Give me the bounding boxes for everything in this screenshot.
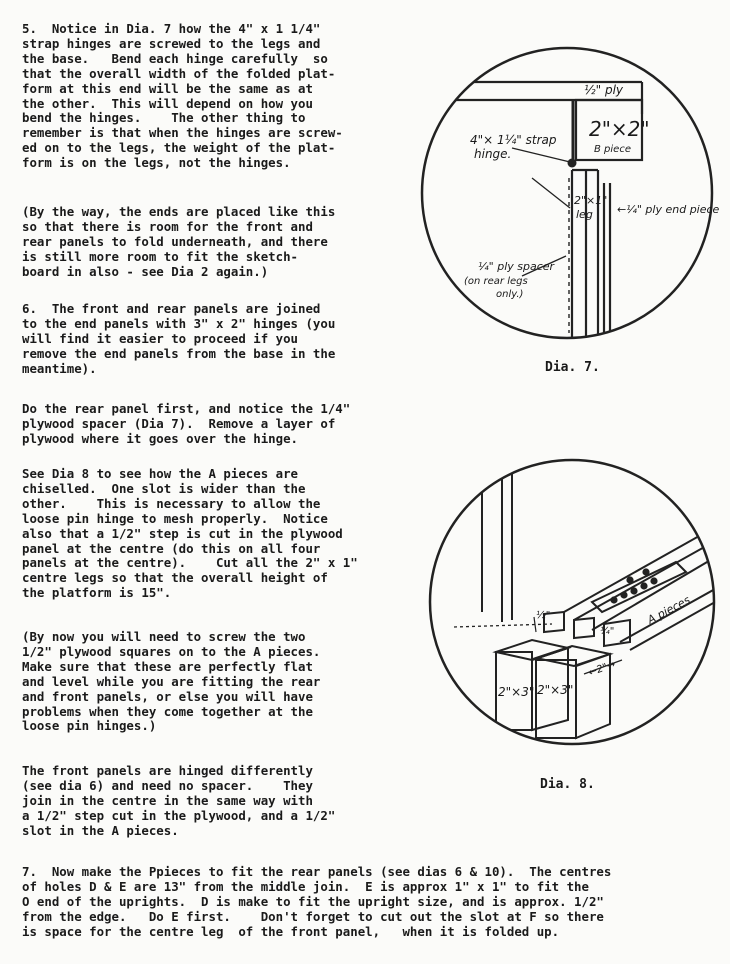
label-two-inch: ←2"→: [587, 658, 618, 679]
label-strap-hinge-line1: 4"× 1¼" strap: [470, 133, 557, 147]
paragraph-step-6: 6. The front and rear panels are joined to the end panels with 3" x 2" hinges (you will find it easier to proceed if you remove the end panels from the base in the meantime).: [22, 301, 336, 376]
label-ply-top: ½" ply: [584, 83, 624, 97]
label-spacer-line2: (on rear legs: [464, 276, 528, 287]
caption-dia-8: Dia. 8.: [540, 777, 595, 792]
paragraph-step-7: 7. Now make the Ppieces to fit the rear panels (see dias 6 & 10). The centres of holes D & E are 13" from the middle join. E is approx 1" x 1" to fit the O end of the uprights. D is make to fit the upright size, and is approx. 1/2" from the edge. Do E first. Don't forget to cut out the slot at F so there is space for the centre leg of the front panel, when it is folded up.: [22, 864, 612, 939]
label-block-left: 2"×3": [498, 685, 535, 699]
paragraph-step-5: 5. Notice in Dia. 7 how the 4" x 1 1/4" strap hinges are screwed to the legs and the base. Bend each hinge carefully so that the overall width of the folded plat- form at this end will be the same as at the other. This will depend on how you bend the hinges. The other thing to remember is that when the hinges are screw- ed on to the legs, the weight of the plat- form is on the legs, not the hinges.: [22, 21, 343, 171]
label-two-by-two: 2"×2": [589, 117, 650, 141]
label-quarter-inch: ¼": [600, 626, 615, 637]
paragraph-front-panels: The front panels are hinged differently (see dia 6) and need no spacer. They join in the centre in the same way with a 1/2" step cut in the plywood, and a 1/2" slot in the A pieces.: [22, 763, 336, 838]
paragraph-dia-8-note: See Dia 8 to see how the A pieces are chiselled. One slot is wider than the other. This is necessary to allow the loose pin hinge to mesh properly. Notice also that a 1/2" step is cut in the plywood panel at the centre (do this on all four panels at the centre). Cut all the 2" x 1" centre legs so that the overall height of the platform is 15".: [22, 466, 358, 601]
label-b-piece: B piece: [594, 144, 631, 155]
label-block-right: 2"×3": [537, 683, 574, 697]
label-strap-hinge-line2: hinge.: [474, 147, 512, 161]
label-leg-line1: 2"×1": [574, 194, 608, 207]
paragraph-by-now-note: (By now you will need to screw the two 1/2" plywood squares on to the A pieces. Make sure that these are perfectly flat and level while you are fitting the rear and front panels, or else you will have problems when they come together at the loose pin hinges.): [22, 629, 321, 734]
paragraph-rear-panel: Do the rear panel first, and notice the 1/4" plywood spacer (Dia 7). Remove a layer of plywood where it goes over the hinge.: [22, 401, 351, 446]
paragraph-ends-note: (By the way, the ends are placed like this so that there is room for the front and rear panels to fold underneath, and there is still more room to fit the sketch- board in also - see Dia 2 again.): [22, 204, 336, 279]
diagram-8: [424, 452, 720, 762]
caption-dia-7: Dia. 7.: [545, 360, 600, 375]
label-half-inch: ½": [536, 610, 551, 621]
label-spacer-line1: ¼" ply spacer: [478, 260, 555, 273]
label-spacer-line3: only.): [496, 289, 524, 300]
label-end-piece: ←¼" ply end piece: [617, 203, 720, 216]
label-leg-line2: leg: [576, 208, 593, 221]
diagram-7: [414, 38, 720, 354]
label-a-pieces: A pieces: [645, 593, 693, 627]
